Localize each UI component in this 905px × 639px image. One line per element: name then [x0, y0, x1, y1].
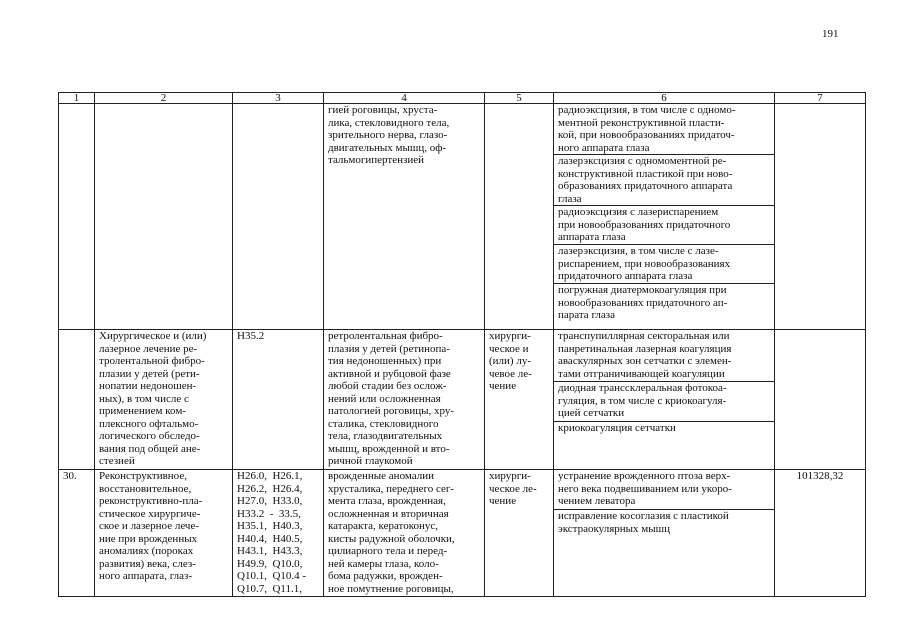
header-col-6: 6	[554, 93, 775, 104]
patient-model: врожденные аномалии хрусталика, переднего сег- мента глаза, врожденная, осложненная и вторичная катаракта, кератоконус, кисты радужной оболочки, цилиарного тела и перед- ней камеры глаза, коло- бома радужки, врожден- ное помутнение роговицы,	[324, 470, 485, 597]
patient-model: гией роговицы, хруста- лика, стекловидного тела, зрительного нерва, глазо- двигательных мышц, оф- тальмогипертензией	[324, 104, 485, 330]
method-item: радиоэксцизия, в том числе с одномо- ментной реконструктивной пласти- кой, при новообразованиях придаточ- ного аппарата глаза	[554, 104, 774, 155]
intervention-name: Хирургическое и (или) лазерное лечение ре- тролентальной фибро- плазии у детей (рети- нопатии недоношен- ных), в том числе с применением ком- плексного офтальмо- логического обследо- вания под общей ане- стезией	[95, 330, 233, 470]
cost: 101328,32	[775, 470, 866, 597]
icd-codes	[233, 104, 324, 330]
header-row	[59, 93, 866, 104]
treatment-type: хирурги- ческое ле- чение	[485, 470, 554, 597]
treatment-type	[485, 104, 554, 330]
method-item: радиоэксцизия с лазериспарением при новообразованиях придаточного аппарата глаза	[554, 206, 774, 245]
method-item: диодная транссклеральная фотокоа- гуляция, в том числе с криокоагуля- цией сетчатки	[554, 382, 774, 422]
method-item: лазерэксцизия, в том числе с лазе- риспарением, при новообразованиях придаточного аппарата глаза	[554, 245, 774, 284]
method-item: устранение врожденного птоза верх- него века подвешиванием или укоро- чением леватора	[554, 470, 774, 510]
cost	[775, 330, 866, 470]
row-number	[59, 104, 95, 330]
medical-care-table	[58, 92, 866, 597]
icd-codes: H26.0, H26.1, H26.2, H26.4, H27.0, H33.0, H33.2 - 33.5, H35.1, H40.3, H40.4, H40.5, H43.1, H43.3, H49.9, Q10.0, Q10.1, Q10.4 - Q10.7, Q11.1,	[233, 470, 324, 597]
table-row	[59, 330, 866, 470]
method-item: транспупиллярная секторальная или панретинальная лазерная коагуляция аваскулярных зон сетчатки с элемен- тами отграничивающей коагуляции	[554, 330, 774, 382]
method-item: лазерэксцизия с одномоментной ре- конструктивной пластикой при ново- образованиях придаточного аппарата глаза	[554, 155, 774, 206]
methods-cell	[554, 330, 775, 470]
table-row	[59, 470, 866, 597]
intervention-name	[95, 104, 233, 330]
header-col-7: 7	[775, 93, 866, 104]
header-col-4: 4	[324, 93, 485, 104]
treatment-type: хирурги- ческое и (или) лу- чевое ле- чение	[485, 330, 554, 470]
method-item: исправление косоглазия с пластикой экстраокулярных мышц	[558, 510, 729, 535]
intervention-name: Реконструктивное, восстановительное, реконструктивно-пла- стическое хирургиче- ское и лазерное лече- ние при врожденных аномалиях (пороках развития) века, слез- ного аппарата, глаз-	[95, 470, 233, 597]
method-item: криокоагуляция сетчатки	[558, 422, 676, 434]
icd-codes: H35.2	[233, 330, 324, 470]
header-col-1: 1	[59, 93, 95, 104]
header-col-3: 3	[233, 93, 324, 104]
table-row	[59, 104, 866, 330]
header-col-2: 2	[95, 93, 233, 104]
header-col-5: 5	[485, 93, 554, 104]
methods-cell	[554, 470, 775, 597]
row-number: 30.	[59, 470, 95, 597]
patient-model: ретролентальная фибро- плазия у детей (ретинопа- тия недоношенных) при активной и рубцовой фазе любой стадии без ослож- нений или осложненная патологией роговицы, хру- сталика, стекловидного тела, глазодвигательных мышц, врожденной и вто- ричной глаукомой	[324, 330, 485, 470]
page-number: 191	[822, 28, 839, 40]
cost	[775, 104, 866, 330]
methods-cell	[554, 104, 775, 330]
row-number	[59, 330, 95, 470]
method-item: погружная диатермокоагуляция при новообразованиях придаточного ап- парата глаза	[558, 284, 728, 321]
